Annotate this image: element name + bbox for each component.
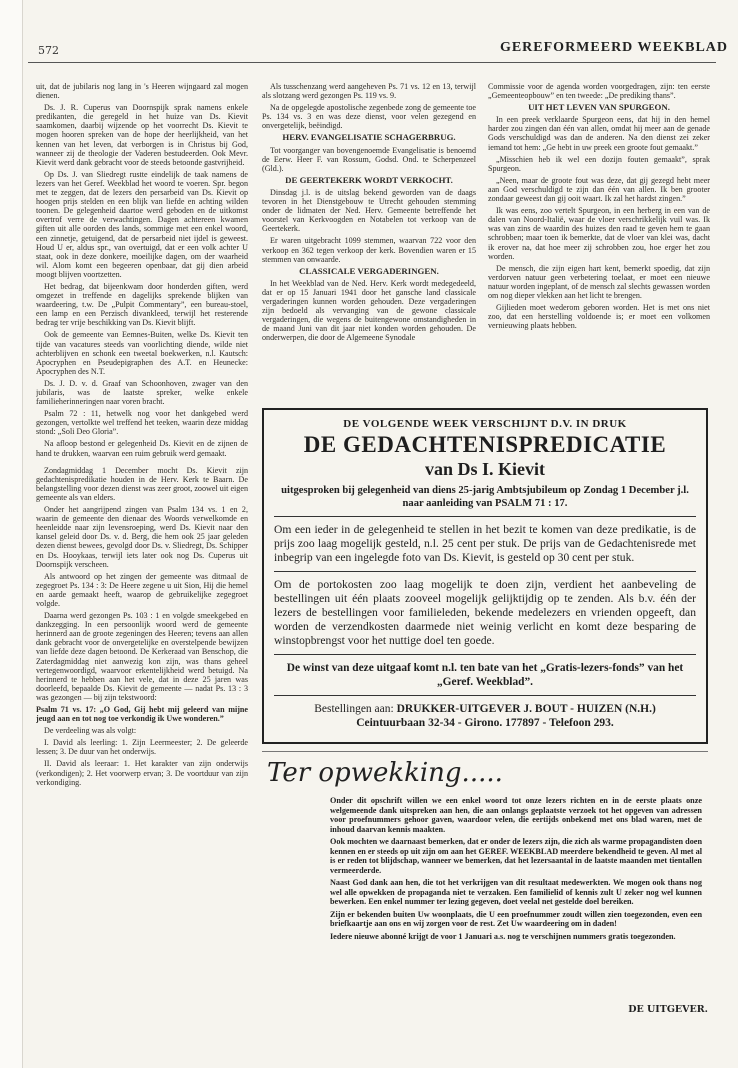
paragraph: Onder dit opschrift willen we een enkel woord tot onze lezers richten en in de eerste plaats onze welgemeende dank uitspreken aan hen, die aan onlangs geplaatste verzoek tot het opgeven van adressen voor proefnummers gehoor gaven, waardoor velen, die eertijds onbekend met ons blad waren, met de inhoud daarvan kennis maakten. <box>330 796 702 834</box>
paragraph: uit, dat de jubilaris nog lang in 's Heeren wijngaard zal mogen dienen. <box>36 82 248 101</box>
encouragement-section <box>262 754 708 1034</box>
paragraph: De mensch, die zijn eigen hart kent, bemerkt spoedig, dat zijn verdorven natuur geen verbetering toelaat, er moet een nieuwe natuur worden ingeplant, of de mensch zal slechts gewassen worden om nog dieper vlekken aan het licht te brengen. <box>488 263 710 300</box>
paragraph: Commissie voor de agenda worden voorgedragen, zijn: ten eerste „Gemeenteopbouw” en ten tweede: „De prediking thans”. <box>488 82 710 101</box>
announcement-occasion: uitgesproken bij gelegenheid van diens 25-jarig Ambtsjubileum op Zondag 1 December j.l. naar aanleiding van PSALM 71 : 17. <box>281 485 689 509</box>
paragraph: Ik was eens, zoo vertelt Spurgeon, in een herberg in een van de dalen van Noord-Italië, waar de vloer verschrikkelijk vuil was. Ik was van zins de waardin des huizes den raad te geven hem te gaan schrobben; maar toen ik bemerkte, dat de vloer van klei was, dacht ik erover na, dat hoe meer zij schrobben zou, hoe erger het zou worden. <box>488 206 710 261</box>
paragraph: Ds. J. D. v. d. Graaf van Schoonhoven, zwager van den jubilaris, was de laatste spreker, welke enkele familieherinneringen naar voren bracht. <box>36 378 248 407</box>
paragraph: Naast God dank aan hen, die tot het verkrijgen van dit resultaat medewerkten. We mogen ook thans nog wel alle opwekken de propaganda niet te verzaken. Een familielid of kennis zult U zeker nog wel kunnen bewerken. Een enkel nummer ter lezing gegeven, doet veelal net gestelde doel bereiken. <box>330 878 702 906</box>
section-heading: UIT HET LEVEN VAN SPURGEON. <box>528 102 670 113</box>
column-3 <box>488 82 710 402</box>
section-rule <box>262 751 708 752</box>
divider <box>274 516 696 517</box>
section-heading: DE GEERTEKERK WORDT VERKOCHT. <box>285 174 453 185</box>
paragraph: De verdeeling was als volgt: <box>44 726 137 736</box>
header-rule <box>28 62 716 63</box>
paragraph: „Misschien heb ik wel een dozijn fouten gemaakt”, sprak Spurgeon. <box>488 154 710 173</box>
paragraph: Tot voorganger van bovengenoemde Evangelisatie is benoemd de Eerw. Heer F. van Rossum, Godsd. Ond. te Scherpenzeel (Gld.). <box>262 145 476 173</box>
column-2 <box>262 82 476 402</box>
announcement-author: van Ds I. Kievit <box>424 459 545 479</box>
paragraph: In het Weekblad van de Ned. Herv. Kerk wordt medegedeeld, dat er op 15 Januari 1941 door het gansche land classicale vergaderingen kunnen worden gehouden. Deze vergaderingen zijn bedoeld als vervanging van de gewone classicale vergaderingen, die wegens de buitengewone omstandigheden in de maand Juni van dit jaar niet konden worden gehouden. De onderwerpen, die door de Algemeene Synodale <box>262 278 476 343</box>
paragraph: Dinsdag j.l. is de uitslag bekend geworden van de daags tevoren in het Dienstgebouw te Utrecht gehouden stemming onder de lidmaten der Ned. Herv. Gemeente betreffende het voorstel van Kerkvoogden en Notabelen tot verkoop van de Geertekerk. <box>262 187 476 234</box>
paragraph: Gijlieden moet wederom geboren worden. Het is met ons niet zoo, dat een herstelling voldoende is; er moet een volkomen vernieuwing plaats hebben. <box>488 303 710 331</box>
paragraph: Zijn er bekenden buiten Uw woonplaats, die U een proefnummer zoudt willen zien toegezonden, even een briefkaartje aan ons en wij zorgen voor de rest. Zet Uw waardeering om in daden! <box>330 909 702 928</box>
order-prefix: Bestellingen aan: <box>314 703 394 715</box>
signature: DE UITGEVER. <box>628 1004 708 1015</box>
paragraph: Onder het aangrijpend zingen van Psalm 134 vs. 1 en 2, waarin de gemeente den dienaar des Woords verwelkomde en heenleidde naar zijn levensroeping, werd Ds. Kievit naar den kansel geleid door Ds. v. d. Berg, die hem ook 25 jaar geleden dezen dienst bewees, gevolgd door Ds. v. Sliedregt, Ds. Schipper en Ds. Hooykaas, terwijl iets later ook nog Ds. Cuperus uit Doornspijk verscheen. <box>36 505 248 569</box>
script-heading: Ter opwekking..... <box>267 758 503 788</box>
encouragement-text <box>330 796 702 944</box>
outline-item: I. David als leerling: 1. Zijn Leermeester; 2. De geleerde lessen; 3. De duur van het onderwijs. <box>36 738 248 757</box>
page-number: 572 <box>38 44 59 57</box>
paragraph: Daarna werd gezongen Ps. 103 : 1 en volgde smeekgebed en dankzegging. In een persoonlijk woord werd de gemeente herinnerd aan de groote zegeningen des Heeren; tevens aan allen dank gebracht voor de onvergetelijke en overstelpende bewijzen van liefde deze dagen betoond. De Kerkeraad van Benschop, die Zaterdagmiddag niet aanwezig kon zijn, was thans geheel vertegenwoordigd, waarvoor erkentelijkheid werd betuigd. Na herinnerd te hebben aan het vele, dat in deze 25 jaren was doorleefd, bepaalde Ds. Kievit de gemeente — nadat Ps. 13 : 3 was gezongen — bij zijn tekstwoord: <box>36 611 248 702</box>
paragraph: In een preek verklaarde Spurgeon eens, dat hij in den hemel harder zou zingen dan één van allen, omdat hij meer aan de genade Gods verschuldigd was dan de anderen. Na den dienst zei zeker iemand tot hem: „Ge hebt in uw preek een groote fout gemaakt.” <box>488 115 710 152</box>
divider <box>274 571 696 572</box>
paragraph: Ds. J. R. Cuperus van Doornspijk sprak namens enkele predikanten, die geregeld in het huize van Ds. Kievit saamkomen, daarbij wijzende op het voorrecht Ds. Kievit te mogen hooren spreken van de hope der heerlijkheid, van het kennen van het leven, dat verborgen is in Christus bij God, wanneer zij de theologie der Vaderen bestudeerden. Ook Mevr. Kievit werd dank gebracht voor de steeds betoonde gastvrijheid. <box>36 103 248 167</box>
paragraph: Psalm 72 : 11, hetwelk nog voor het dankgebed werd gezongen, vertolkte wel treffend het teeken, waarin deze middag stond: „Soli Deo Gloria”. <box>36 409 248 437</box>
paragraph: Het bedrag, dat bijeenkwam door honderden giften, werd omgezet in treffende en dagelijks sprekende blijken van waardeering, t.w. De „Pulpit Commentary”, een bureau-stoel, een lamp en een Perzisch divankleed, terwijl het resterende bedrag ter vrije beschikking van Ds. Kievit blijft. <box>36 281 248 328</box>
postage-paragraph: Om de portokosten zoo laag mogelijk te doen zijn, verdient het aanbeveling de bestellingen uit één plaats zooveel mogelijk gelijktijdig op te zenden. Als b.v. één der lezers de bestellingen voor familieleden, bekende medelezers en vrienden opgeeft, dan worden de verzendkosten daarmede niet weinig verlicht en komt deze besparing de winstopbrengst voor het nuttige doel ten goede. <box>274 578 696 647</box>
paragraph: Zondagmiddag 1 December mocht Ds. Kievit zijn gedachtenispredikatie houden in de Herv. Kerk te Baarn. De belangstelling voor dezen dienst was zeer groot, zoowel uit eigen gemeente als van elders. <box>36 465 248 502</box>
divider <box>274 654 696 655</box>
publisher-name: DRUKKER-UITGEVER J. BOUT - HUIZEN (N.H.) <box>396 703 656 715</box>
divider <box>274 695 696 696</box>
paragraph: Ook de gemeente van Eemnes-Buiten, welke Ds. Kievit ten tijde van vacatures steeds van voorlichting diende, wilde niet achterblijven en schonk een tweetal boekwerken, n.l. Kautsch: Apocryphen en Pseudepigraphen des A.T. en Heunecke: Apocryphen des N.T. <box>36 330 248 376</box>
paragraph: Op Ds. J. van Sliedregt rustte eindelijk de taak namens de lezers van het Geref. Weekblad het woord te voeren. Spr. begon met te zeggen, dat de lezers den persarbeid van Ds. Kievit op hoogen prijs stelden en een blijk van liefde en achting wilden toonen. De gelegenheid daartoe werd geboden en de uitkomst overtrof verre de verwachtingen. Dagen achtereen kwamen giften uit alle oorden des lands, sommige met een enkel woord, een zinnetje, getuigend, dat de persarbeid niet ijdel is geweest. Houd U er, aldus spr., van overtuigd, dat er een volk achter U staat, ook in deze donkere, moeilijke dagen, om der waarheid wil. Alom komt een begeeren openbaar, dat gij dien arbeid moogt blijven voortzetten. <box>36 169 248 279</box>
outline-item: II. David als leeraar: 1. Het karakter van zijn onderwijs (verkondigen); 2. Het voorwerp ervan; 3. De voortduur van zijn verkondiging. <box>36 759 248 787</box>
column-1 <box>36 82 248 1017</box>
section-heading: CLASSICALE VERGADERINGEN. <box>299 265 439 276</box>
paragraph: Na de opgelegde apostolische zegenbede zong de gemeente toe Ps. 134 vs. 3 en was deze dienst, voor velen gezegend en onvergetelijk, beëindigd. <box>262 103 476 131</box>
announcement-title: DE GEDACHTENISPREDICATIE <box>303 432 667 457</box>
announcement-kicker: DE VOLGENDE WEEK VERSCHIJNT D.V. IN DRUK <box>343 418 627 430</box>
page-header <box>28 40 728 62</box>
section-heading: HERV. EVANGELISATIE SCHAGERBRUG. <box>282 132 456 143</box>
paragraph: Er waren uitgebracht 1099 stemmen, waarvan 722 voor den verkoop en 362 tegen verkoop der kerk. Bovendien waren er 15 stemmen van onwaarde. <box>262 236 476 264</box>
order-info <box>274 702 696 730</box>
price-paragraph: Om een ieder in de gelegenheid te stellen in het bezit te komen van deze predikatie, is de prijs zoo laag mogelijk gesteld, n.l. 25 cent per stuk. De prijs van de Gedachtenisrede met inbegrip van een ingelegde foto van Ds. Kievit, is gesteld op 30 cent per stuk. <box>274 523 696 564</box>
announcement-box <box>262 408 708 744</box>
paragraph: Ook mochten we daarnaast bemerken, dat er onder de lezers zijn, die zich als warme propagandisten doen kennen en er steeds op uit zijn om aan het GEREF. WEEKBLAD meerdere bekendheid te geven. Al met al is er reden tot blijdschap, wanneer we bemerken, dat het lezersaantal in de laatste maanden met tientallen vermeerderde. <box>330 837 702 875</box>
margin-rule <box>22 0 23 1068</box>
paragraph: Als tusschenzang werd aangeheven Ps. 71 vs. 12 en 13, terwijl als slotzang werd gezongen Ps. 119 vs. 9. <box>262 82 476 101</box>
publisher-address: Ceintuurbaan 32-34 - Girono. 177897 - Telefoon 293. <box>356 717 614 729</box>
paragraph: Als antwoord op het zingen der gemeente was ditmaal de zegegroet Ps. 134 : 3: De Heere zegene u uit Sion, Hij die hemel en aarde gemaakt heeft, waarop de gebruikelijke zegegroet volgde. <box>36 571 248 608</box>
sermon-text: Psalm 71 vs. 17: „O God, Gij hebt mij geleerd van mijne jeugd aan en tot nog toe verkondig ik Uwe wonderen.” <box>36 705 248 724</box>
paragraph: Na afloop bestond er gelegenheid Ds. Kievit en de zijnen de hand te drukken, waarvan een ruim gebruik werd gemaakt. <box>36 439 248 458</box>
paragraph: „Neen, maar de groote fout was deze, dat gij gezegd hebt meer aan God verschuldigd te zijn dan één van allen. Ik ben grooter zondaar geweest dan gij ooit waart. Ik zal het hardst zingen.” <box>488 175 710 204</box>
paragraph: Iedere nieuwe abonné krijgt de voor 1 Januari a.s. nog te verschijnen nummers gratis toegezonden. <box>330 931 676 941</box>
publication-title: GEREFORMEERD WEEKBLAD <box>499 40 728 55</box>
donation-note: De winst van deze uitgaaf komt n.l. ten bate van het „Gratis-lezers-fonds” van het „Geref. Weekblad”. <box>286 662 684 688</box>
page-margin <box>0 0 22 1068</box>
